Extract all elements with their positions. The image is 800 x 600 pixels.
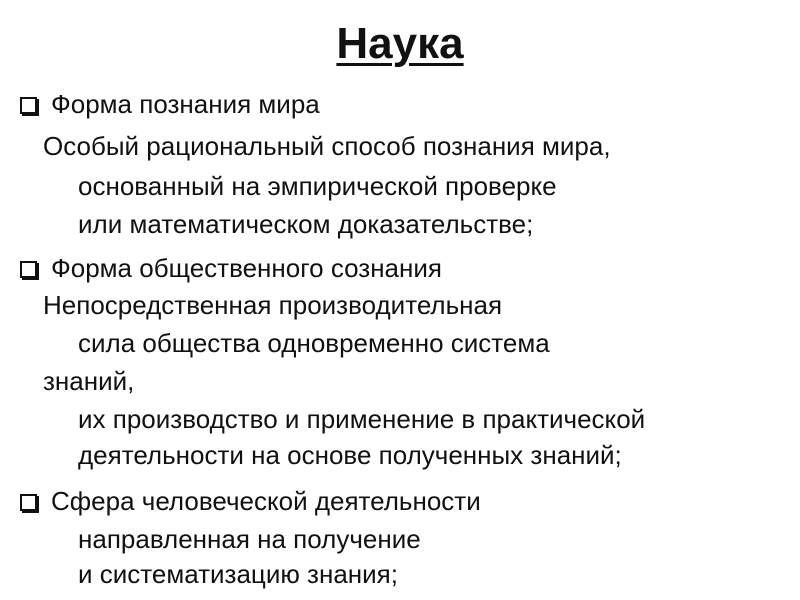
checkbox-bullet-icon: [20, 97, 37, 114]
checkbox-bullet-icon: [20, 261, 37, 278]
bullet-heading-text: Форма познания мира: [51, 89, 320, 119]
bullet-heading-text: Сфера человеческой деятельности: [51, 486, 481, 516]
section-text-line: знаний,: [43, 366, 135, 396]
section-text-line: или математическом доказательстве;: [78, 209, 534, 239]
bullet-heading-knowledge-form: [20, 88, 320, 120]
section-text-line: и систематизацию знания;: [78, 559, 398, 589]
section-text-line: деятельности на основе полученных знаний;: [78, 440, 622, 470]
section-text-line: сила общества одновременно система: [78, 328, 550, 358]
section-text-line: основанный на эмпирической проверке: [78, 171, 557, 201]
bullet-heading-text: Форма общественного сознания: [51, 253, 442, 283]
section-text-line: Особый рациональный способ познания мира,: [43, 131, 611, 161]
bullet-heading-human-activity: [20, 485, 481, 517]
section-text-line: их производство и применение в практической: [78, 404, 646, 434]
checkbox-bullet-icon: [20, 494, 37, 511]
bullet-heading-social-consciousness: [20, 252, 442, 284]
section-text-line: направленная на получение: [78, 524, 421, 554]
slide-title: Наука: [336, 19, 464, 68]
section-text-line: Непосредственная производительная: [43, 290, 503, 320]
